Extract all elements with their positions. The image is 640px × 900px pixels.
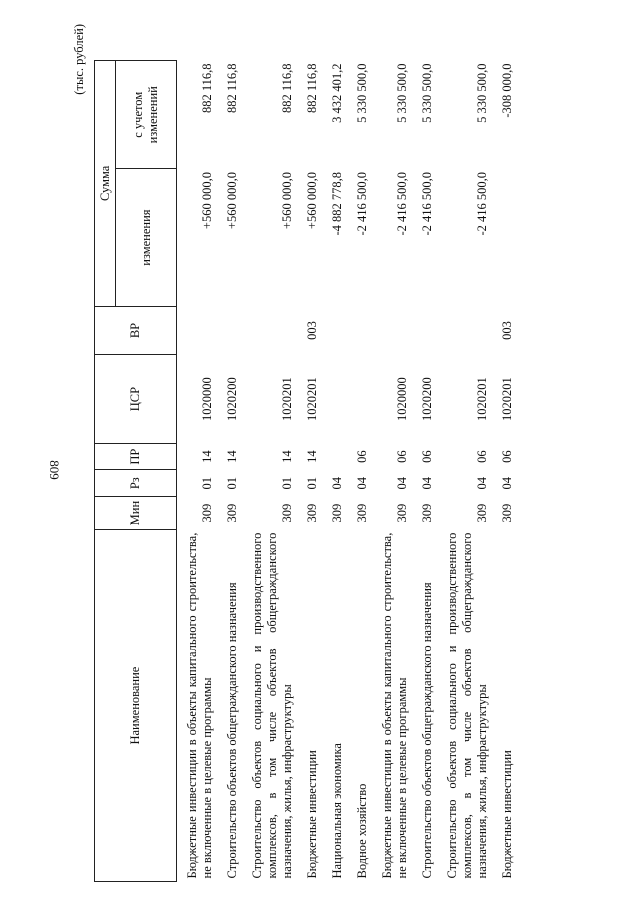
row-csr: [328, 355, 347, 444]
row-csr: 1020000: [200, 377, 214, 421]
row-csr: 1020200: [420, 377, 434, 421]
row-pr: 14: [280, 450, 294, 463]
row-with-change: -308 000,0: [500, 63, 514, 118]
row-rz: 01: [225, 476, 239, 490]
row-pr: [328, 443, 347, 470]
row-name: Водное хозяйство: [355, 783, 369, 879]
row-pr: 14: [305, 450, 319, 463]
row-vr: [328, 306, 347, 355]
row-csr: 1020200: [225, 377, 239, 421]
header-sum: Сумма: [95, 61, 116, 307]
row-vr: 003: [500, 321, 514, 340]
row-with-change: 5 330 500,0: [395, 63, 409, 123]
row-change: +560 000,0: [280, 172, 294, 230]
units-note: (тыс. рублей): [72, 24, 86, 95]
row-min: 309: [200, 503, 214, 523]
header-vr: ВР: [95, 306, 177, 355]
row-rz: 01: [305, 476, 319, 490]
row-change: -2 416 500,0: [395, 172, 409, 236]
row-pr: 06: [355, 450, 369, 463]
row-with-change: 5 330 500,0: [355, 63, 369, 123]
table-row: [353, 61, 372, 882]
row-name: Бюджетные инвестиции в объекты капитального строительства, не включенные в целевые программы: [380, 532, 409, 879]
row-csr: 1020201: [475, 377, 489, 421]
row-min: 309: [305, 503, 319, 523]
row-min: 309: [330, 503, 344, 523]
header-with-change: с учетом изменений: [116, 61, 177, 170]
row-rz: 04: [475, 476, 489, 490]
row-name: Строительство объектов социального и производственного комплексов, в том числе объектов общегражданского назначения, жилья, инфраструктуры: [445, 532, 489, 879]
row-change: -2 416 500,0: [475, 172, 489, 236]
header-rz: Рз: [95, 470, 177, 497]
row-change: -2 416 500,0: [355, 172, 369, 236]
row-name: Строительство объектов социального и производственного комплексов, в том числе объектов общегражданского назначения, жилья, инфраструктуры: [250, 532, 294, 879]
row-rz: 01: [280, 476, 294, 490]
row-name: Бюджетные инвестиции: [305, 750, 319, 879]
row-csr: 1020000: [395, 377, 409, 421]
header-csr: ЦСР: [95, 355, 177, 444]
row-pr: 14: [200, 450, 214, 463]
row-min: 309: [225, 503, 239, 523]
row-rz: 04: [500, 476, 514, 490]
row-name: Строительство объектов общегражданского назначения: [225, 582, 239, 879]
row-pr: 06: [420, 450, 434, 463]
row-change: +560 000,0: [200, 172, 214, 230]
row-change: -2 416 500,0: [420, 172, 434, 236]
table-row: [303, 61, 322, 882]
row-csr: 1020201: [280, 377, 294, 421]
table-row: [223, 61, 242, 882]
row-change: [498, 169, 517, 306]
table-row: [443, 61, 492, 882]
table-row: [498, 61, 517, 882]
row-change: +560 000,0: [225, 172, 239, 230]
table-row: [418, 61, 437, 882]
rotated-page-content: [72, 22, 632, 882]
row-min: 309: [475, 503, 489, 523]
row-rz: 04: [355, 476, 369, 490]
row-pr: 06: [475, 450, 489, 463]
row-vr: 003: [305, 321, 319, 340]
header-pr: ПР: [95, 443, 177, 470]
row-min: 309: [420, 503, 434, 523]
table-row: [328, 61, 347, 882]
row-min: 309: [395, 503, 409, 523]
row-name: Бюджетные инвестиции в объекты капитального строительства, не включенные в целевые программы: [185, 532, 214, 879]
row-pr: 06: [395, 450, 409, 463]
row-rz: 01: [200, 476, 214, 490]
row-with-change: 882 116,8: [305, 63, 319, 114]
row-change: +560 000,0: [305, 172, 319, 230]
table-row: [248, 61, 297, 882]
row-vr: [353, 306, 372, 355]
row-name: Национальная экономика: [330, 743, 344, 879]
row-vr: [248, 306, 297, 355]
row-name: Строительство объектов общегражданского назначения: [420, 582, 434, 879]
row-min: 309: [280, 503, 294, 523]
row-vr: [443, 306, 492, 355]
row-min: 309: [355, 503, 369, 523]
row-with-change: 882 116,8: [280, 63, 294, 114]
row-with-change: 5 330 500,0: [475, 63, 489, 123]
row-rz: 04: [330, 476, 344, 490]
row-with-change: 5 330 500,0: [420, 63, 434, 123]
table-body: [177, 61, 518, 882]
row-csr: [353, 355, 372, 444]
row-pr: 06: [500, 450, 514, 463]
header-name: Наименование: [95, 530, 177, 882]
table-row: [183, 61, 217, 882]
row-rz: 04: [395, 476, 409, 490]
row-with-change: 882 116,8: [200, 63, 214, 114]
row-vr: [223, 306, 242, 355]
row-with-change: 3 432 401,2: [330, 63, 344, 123]
row-vr: [418, 306, 437, 355]
header-change: изменения: [116, 169, 177, 306]
row-pr: 14: [225, 450, 239, 463]
row-name: Бюджетные инвестиции: [500, 750, 514, 879]
page-number: 809: [46, 460, 62, 480]
row-min: 309: [500, 503, 514, 523]
row-vr: [378, 306, 412, 355]
table-row: [378, 61, 412, 882]
budget-table: [94, 60, 517, 882]
header-min: Мин: [95, 496, 177, 529]
row-csr: 1020201: [305, 377, 319, 421]
row-csr: 1020201: [500, 377, 514, 421]
row-vr: [183, 306, 217, 355]
row-rz: 04: [420, 476, 434, 490]
row-change: -4 882 778,8: [330, 172, 344, 236]
row-with-change: 882 116,8: [225, 63, 239, 114]
